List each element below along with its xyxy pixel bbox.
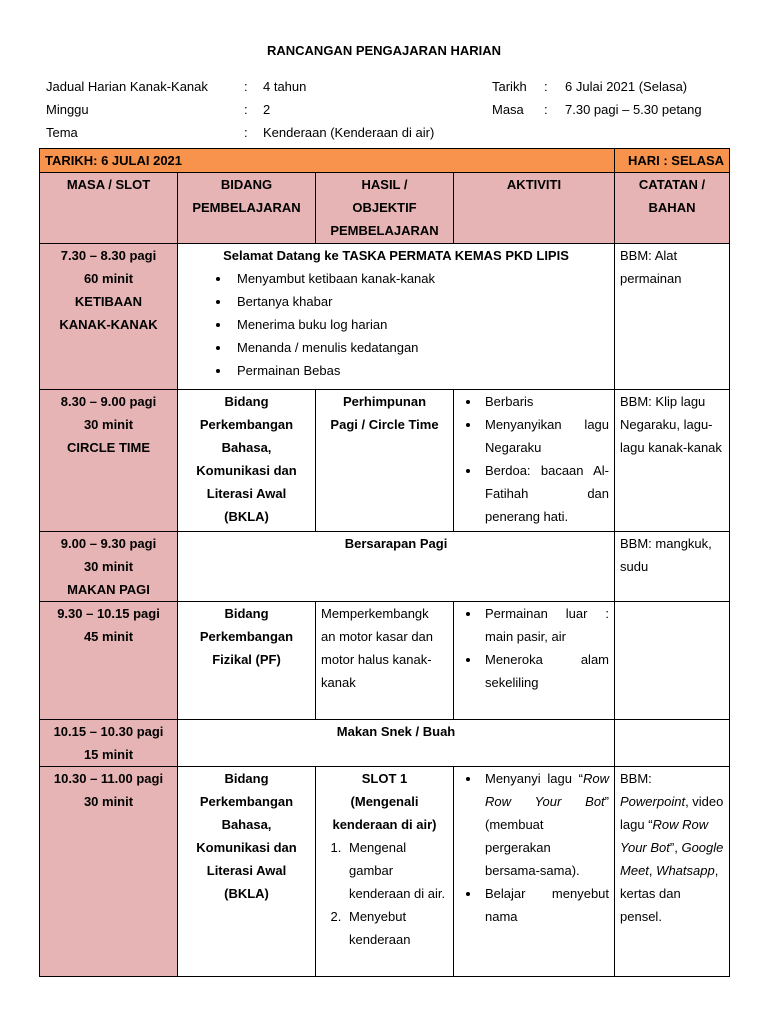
- objective-list: [321, 836, 448, 951]
- text-span: ” (membuat pergerakan bersama-sama).: [485, 794, 610, 878]
- banner-row: [40, 149, 730, 173]
- time-text: 30 minit: [83, 417, 134, 432]
- activity-cell: [178, 532, 615, 602]
- time-cell: [40, 532, 178, 602]
- note-italic: Google Meet: [620, 840, 724, 878]
- header-bidang: [178, 173, 316, 244]
- activity-text: Makan Snek / Buah: [336, 724, 456, 739]
- hasil-text: Perhimpunan: [342, 394, 427, 409]
- header-text: BAHAN: [648, 200, 696, 215]
- list-item: • Permainan luar : main pasir, air: [481, 602, 609, 648]
- list-item: • Permainan Bebas: [231, 359, 609, 382]
- note-text: permainan: [620, 271, 682, 286]
- info-separator: :: [244, 79, 248, 94]
- info-value: 2: [263, 102, 271, 117]
- info-value: 7.30 pagi – 5.30 petang: [565, 102, 702, 117]
- list-item: 1. Mengenal gambar kenderaan di air.: [345, 836, 448, 905]
- note-cell: [615, 602, 730, 720]
- table-row: [40, 767, 730, 977]
- list-item: • Belajar menyebut nama: [481, 882, 609, 928]
- bidang-text: Perkembangan: [199, 417, 294, 432]
- aktiviti-cell: [454, 767, 615, 977]
- time-cell: [40, 244, 178, 390]
- info-right: [492, 75, 702, 121]
- hasil-cell: [316, 602, 454, 720]
- time-text: 8.30 – 9.00 pagi: [60, 394, 157, 409]
- text-span: Menyanyi lagu “: [485, 771, 583, 786]
- note-text: BBM:: [620, 771, 652, 786]
- time-text: 9.00 – 9.30 pagi: [60, 536, 157, 551]
- note-cell: [615, 767, 730, 977]
- note-cell: [615, 390, 730, 532]
- header-text: CATATAN /: [638, 177, 706, 192]
- time-text: 9.30 – 10.15 pagi: [57, 606, 160, 621]
- info-label: Masa: [492, 102, 524, 117]
- info-row-tarikh: [492, 75, 702, 98]
- activity-cell: [178, 720, 615, 767]
- banner-day: HARI : SELASA: [615, 149, 730, 173]
- header-text: MASA / SLOT: [66, 177, 151, 192]
- header-catatan: [615, 173, 730, 244]
- bidang-text: Perkembangan: [199, 794, 294, 809]
- bidang-text: (BKLA): [224, 509, 269, 524]
- header-row: [40, 173, 730, 244]
- aktiviti-list: [459, 390, 609, 528]
- note-text: BBM: Alat: [620, 248, 678, 263]
- time-text: MAKAN PAGI: [67, 582, 150, 597]
- note-cell: [615, 720, 730, 767]
- time-text: 30 minit: [83, 559, 134, 574]
- table-row: [40, 720, 730, 767]
- list-item: • Menyambut ketibaan kanak-kanak: [231, 267, 609, 290]
- info-left: [46, 75, 434, 144]
- header-text: PEMBELAJARAN: [192, 200, 301, 215]
- list-item: • Menyanyikan lagu Negaraku: [481, 413, 609, 459]
- header-aktiviti: [454, 173, 615, 244]
- lesson-plan-table: [39, 148, 730, 977]
- bidang-text: Komunikasi dan: [196, 463, 297, 478]
- header-text: BIDANG: [220, 177, 273, 192]
- hasil-text: an motor kasar dan: [321, 629, 434, 644]
- info-value: 4 tahun: [263, 79, 307, 94]
- bidang-text: Literasi Awal: [206, 486, 287, 501]
- info-separator: :: [244, 125, 248, 140]
- hasil-cell: [316, 767, 454, 977]
- info-label: Tarikh: [492, 79, 527, 94]
- time-text: 30 minit: [83, 794, 134, 809]
- info-separator: :: [544, 102, 548, 117]
- banner-date: TARIKH: 6 JULAI 2021: [40, 149, 615, 173]
- time-text: KETIBAAN: [74, 294, 143, 309]
- list-item: • Menanda / menulis kedatangan: [231, 336, 609, 359]
- info-row-minggu: [46, 98, 434, 121]
- info-label: Tema: [46, 125, 78, 140]
- table-row: [40, 602, 730, 720]
- time-text: KANAK-KANAK: [59, 317, 158, 332]
- slot-heading: (Mengenali: [350, 794, 419, 809]
- time-text: CIRCLE TIME: [66, 440, 151, 455]
- info-row-tema: [46, 121, 434, 144]
- header-text: PEMBELAJARAN: [330, 223, 439, 238]
- note-italic: Powerpoint: [620, 794, 686, 809]
- time-text: 10.15 – 10.30 pagi: [53, 724, 164, 739]
- activity-list: [183, 267, 609, 382]
- note-cell: [615, 532, 730, 602]
- welcome-heading: Selamat Datang ke TASKA PERMATA KEMAS PKD LIPIS: [223, 248, 569, 263]
- note-italic: Row Row Your Bot: [620, 817, 709, 855]
- hasil-cell: [316, 390, 454, 532]
- time-cell: [40, 767, 178, 977]
- note-cell: [615, 244, 730, 390]
- time-text: 60 minit: [83, 271, 134, 286]
- header-hasil: [316, 173, 454, 244]
- header-masa: [40, 173, 178, 244]
- bidang-text: Bahasa,: [221, 817, 272, 832]
- info-value: Kenderaan (Kenderaan di air): [263, 125, 435, 140]
- time-text: 7.30 – 8.30 pagi: [60, 248, 157, 263]
- aktiviti-list: [459, 602, 609, 694]
- time-text: 10.30 – 11.00 pagi: [53, 771, 164, 786]
- note-text: , video lagu “: [620, 794, 724, 832]
- note-text: ,: [648, 863, 653, 878]
- list-item: 2. Menyebut kenderaan: [345, 905, 448, 951]
- note-text: sudu: [620, 559, 649, 574]
- bidang-cell: [178, 767, 316, 977]
- bidang-cell: [178, 390, 316, 532]
- time-cell: [40, 720, 178, 767]
- bidang-cell: [178, 602, 316, 720]
- list-item: [481, 767, 609, 882]
- page-title: RANCANGAN PENGAJARAN HARIAN: [266, 43, 501, 58]
- table-row: [40, 390, 730, 532]
- bidang-text: Komunikasi dan: [196, 840, 297, 855]
- activity-cell: [178, 244, 615, 390]
- bidang-text: Bidang: [224, 606, 269, 621]
- list-item: • Berdoa: bacaan Al-Fatihah dan penerang hati.: [481, 459, 609, 528]
- list-item: • Bertanya khabar: [231, 290, 609, 313]
- note-text: BBM: Klip lagu Negaraku, lagu-lagu kanak-kanak: [620, 394, 722, 455]
- bidang-text: Bahasa,: [221, 440, 272, 455]
- bidang-text: (BKLA): [224, 886, 269, 901]
- bidang-text: Fizikal (PF): [212, 652, 281, 667]
- time-cell: [40, 602, 178, 720]
- info-value: 6 Julai 2021 (Selasa): [565, 79, 688, 94]
- aktiviti-list: [459, 767, 609, 928]
- aktiviti-cell: [454, 602, 615, 720]
- bidang-text: Literasi Awal: [206, 863, 287, 878]
- hasil-text: kanak: [321, 675, 356, 690]
- bidang-text: Bidang: [224, 771, 269, 786]
- time-cell: [40, 390, 178, 532]
- info-separator: :: [544, 79, 548, 94]
- info-label: Minggu: [46, 102, 89, 117]
- note-text: ”,: [669, 840, 682, 855]
- activity-text: Bersarapan Pagi: [344, 536, 448, 551]
- info-separator: :: [244, 102, 248, 117]
- slot-heading: SLOT 1: [361, 771, 408, 786]
- note-italic: Whatsapp: [656, 863, 715, 878]
- table-row: [40, 532, 730, 602]
- hasil-text: motor halus kanak-: [321, 652, 432, 667]
- info-label: Jadual Harian Kanak-Kanak: [46, 79, 208, 94]
- hasil-text: Pagi / Circle Time: [330, 417, 439, 432]
- aktiviti-cell: [454, 390, 615, 532]
- bidang-text: Perkembangan: [199, 629, 294, 644]
- info-row-jadual: [46, 75, 434, 98]
- header-text: HASIL /: [361, 177, 408, 192]
- header-text: OBJEKTIF: [352, 200, 417, 215]
- song-title: Row Row Your Bot: [485, 771, 610, 809]
- hasil-text: Memperkembangk: [321, 606, 429, 621]
- list-item: • Menerima buku log harian: [231, 313, 609, 336]
- slot-heading: kenderaan di air): [332, 817, 437, 832]
- list-item: • Berbaris: [481, 390, 609, 413]
- note-text: , kertas dan pensel.: [620, 863, 719, 924]
- info-row-masa: [492, 98, 702, 121]
- time-text: 15 minit: [83, 747, 134, 762]
- time-text: 45 minit: [83, 629, 134, 644]
- table-row: [40, 244, 730, 390]
- note-text: BBM: mangkuk,: [620, 536, 712, 551]
- bidang-text: Bidang: [224, 394, 269, 409]
- header-text: AKTIVITI: [506, 177, 562, 192]
- list-item: • Meneroka alam sekeliling: [481, 648, 609, 694]
